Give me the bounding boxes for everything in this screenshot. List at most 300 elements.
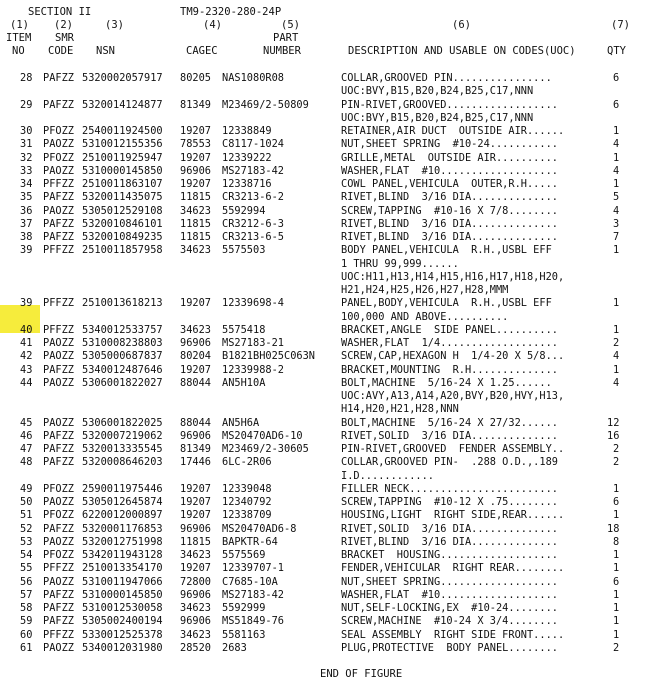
part-number: 5592999 (222, 602, 266, 614)
part-number: B1821BH025C063N (222, 350, 315, 363)
part-number: 12339222 (222, 151, 272, 164)
nsn: 2510011925947 (82, 151, 163, 164)
part-number: 12338709 (222, 509, 272, 522)
description: SEAL ASSEMBLY RIGHT SIDE FRONT..... (341, 628, 565, 641)
cage-code: 34623 (180, 628, 211, 641)
table-row (0, 152, 654, 165)
part-number: BAPKTR-64 (222, 535, 278, 548)
description: SCREW,TAPPING #10-12 X .75........ (341, 496, 558, 508)
part-number: 5575418 (222, 323, 266, 336)
cage-code: 72800 (180, 575, 211, 588)
smr-code: PFOZZ (43, 482, 74, 495)
table-row (0, 417, 654, 430)
table-row (0, 483, 654, 496)
description: COLLAR,GROOVED PIN- .288 O.D.,.189 (341, 456, 558, 469)
smr-code: PFFZZ (43, 297, 74, 310)
qty: 1 (613, 482, 620, 495)
col-head-qty: QTY (607, 45, 626, 57)
qty: 1 (613, 244, 620, 257)
cage-code: 11815 (180, 217, 211, 230)
table-row (0, 297, 654, 323)
item-number: 41 (20, 337, 33, 349)
cage-code: 11815 (180, 231, 211, 243)
part-number: 5575503 (222, 244, 266, 257)
item-number: 38 (20, 231, 33, 243)
col-head-item: ITEM (6, 32, 32, 44)
qty: 4 (613, 350, 620, 363)
qty: 1 (613, 151, 620, 164)
col-head-part: PART (273, 32, 299, 44)
item-number: 56 (20, 575, 33, 588)
nsn: 5310012530058 (82, 602, 163, 614)
nsn: 2510013354170 (82, 562, 163, 575)
table-row (0, 205, 654, 218)
part-number: CR3213-6-5 (222, 231, 284, 243)
part-number: 12339988-2 (222, 363, 284, 376)
description-continuation: UOC:BVY,B15,B20,B24,B25,C17,NNN (341, 111, 534, 124)
description: RIVET,SOLID 3/16 DIA.............. (341, 429, 558, 442)
smr-code: PAFZZ (43, 231, 74, 243)
description: RIVET,BLIND 3/16 DIA.............. (341, 535, 558, 548)
description: BOLT,MACHINE 5/16-24 X 27/32...... (341, 416, 558, 429)
nsn: 5320001176853 (82, 522, 163, 535)
col-num-7: (7) (611, 19, 630, 31)
qty: 1 (613, 178, 620, 190)
qty: 5 (613, 191, 620, 204)
table-row (0, 324, 654, 337)
cage-code: 80204 (180, 350, 211, 363)
smr-code: PAOZZ (43, 575, 74, 588)
item-number: 58 (20, 602, 33, 614)
col-head-description: DESCRIPTION AND USABLE ON CODES(UOC) (348, 45, 576, 57)
table-row (0, 218, 654, 231)
col-head-cagec: CAGEC (186, 45, 218, 57)
description: SCREW,MACHINE #10-24 X 3/4........ (341, 615, 558, 628)
description: COWL PANEL,VEHICULA OUTER,R.H..... (341, 178, 558, 190)
nsn: 5340012487646 (82, 363, 163, 376)
qty: 4 (613, 376, 620, 389)
cage-code: 81349 (180, 98, 211, 111)
item-number: 50 (20, 496, 33, 508)
description-continuation: UOC:AVY,A13,A14,A20,BVY,B20,HVY,H13, (341, 390, 565, 402)
smr-code: PAFZZ (43, 456, 74, 469)
smr-code: PAOZZ (43, 337, 74, 349)
description: PANEL,BODY,VEHICULA R.H.,USBL EFF (341, 297, 552, 310)
qty: 2 (613, 443, 620, 455)
cage-code: 96906 (180, 337, 211, 349)
description-continuation: H14,H20,H21,H28,NNN (341, 403, 459, 416)
item-number: 43 (20, 363, 33, 376)
description: BODY PANEL,VEHICULA R.H.,USBL EFF (341, 244, 552, 257)
cage-code: 78553 (180, 138, 211, 151)
description-continuation: I.D............ (341, 469, 434, 482)
part-number: CR3212-6-3 (222, 217, 284, 230)
nsn: 5340012031980 (82, 641, 163, 654)
smr-code: PAOZZ (43, 641, 74, 654)
table-row (0, 72, 654, 98)
part-number: 5592994 (222, 204, 266, 217)
qty: 4 (613, 164, 620, 177)
smr-code: PAFZZ (43, 615, 74, 628)
description: RIVET,BLIND 3/16 DIA.............. (341, 231, 558, 243)
item-number: 32 (20, 151, 33, 164)
cage-code: 19207 (180, 562, 211, 575)
cage-code: 96906 (180, 522, 211, 535)
qty: 1 (613, 628, 620, 641)
smr-code: PFOZZ (43, 509, 74, 522)
cage-code: 19207 (180, 363, 211, 376)
description: GRILLE,METAL OUTSIDE AIR.......... (341, 151, 558, 164)
item-number: 54 (20, 549, 33, 561)
nsn: 5340012533757 (82, 323, 163, 336)
part-number: CR3213-6-2 (222, 191, 284, 204)
table-row (0, 244, 654, 296)
qty: 1 (613, 615, 620, 628)
table-row (0, 576, 654, 589)
nsn: 5305012645874 (82, 496, 163, 508)
part-number: M23469/2-50809 (222, 98, 309, 111)
cage-code: 28520 (180, 641, 211, 654)
nsn: 5320007219062 (82, 429, 163, 442)
qty: 4 (613, 204, 620, 217)
nsn: 5305012529108 (82, 204, 163, 217)
nsn: 5320014124877 (82, 98, 163, 111)
item-number: 45 (20, 416, 33, 429)
col-num-1: (1) (10, 19, 29, 31)
table-row (0, 523, 654, 536)
qty: 1 (613, 363, 620, 376)
item-number: 55 (20, 562, 33, 575)
part-number: AN5H10A (222, 376, 266, 389)
qty: 3 (613, 217, 620, 230)
description-continuation: UOC:BVY,B15,B20,B24,B25,C17,NNN (341, 85, 534, 98)
qty: 6 (613, 98, 620, 111)
item-number: 44 (20, 376, 33, 389)
cage-code: 34623 (180, 244, 211, 257)
nsn: 5310000145850 (82, 164, 163, 177)
description: RIVET,BLIND 3/16 DIA.............. (341, 191, 558, 204)
description-continuation: 1 THRU 99,999...... (341, 257, 459, 270)
table-row (0, 138, 654, 151)
smr-code: PAOZZ (43, 496, 74, 508)
part-number: C8117-1024 (222, 138, 284, 151)
part-number: 12339707-1 (222, 562, 284, 575)
item-number: 48 (20, 456, 33, 469)
part-number: MS27183-42 (222, 164, 284, 177)
cage-code: 96906 (180, 615, 211, 628)
cage-code: 19207 (180, 482, 211, 495)
col-head-code: CODE (48, 45, 74, 57)
smr-code: PFFZZ (43, 628, 74, 641)
table-row (0, 376, 654, 416)
nsn: 5310008238803 (82, 337, 163, 349)
section-title: SECTION II (28, 6, 92, 18)
part-number: 12338849 (222, 125, 272, 137)
description: PLUG,PROTECTIVE BODY PANEL........ (341, 641, 558, 654)
item-number: 33 (20, 164, 33, 177)
cage-code: 19207 (180, 151, 211, 164)
table-row (0, 443, 654, 456)
part-number: MS27183-21 (222, 337, 284, 349)
table-row (0, 191, 654, 204)
table-row (0, 98, 654, 124)
item-number: 28 (20, 72, 33, 84)
item-number: 29 (20, 98, 33, 111)
description-continuation: H21,H24,H25,H26,H27,H28,MMM (341, 284, 509, 296)
table-row (0, 430, 654, 443)
qty: 1 (613, 297, 620, 310)
smr-code: PAFZZ (43, 72, 74, 84)
qty: 7 (613, 231, 620, 243)
smr-code: PAFZZ (43, 429, 74, 442)
qty: 6 (613, 496, 620, 508)
table-row (0, 509, 654, 522)
smr-code: PAFZZ (43, 363, 74, 376)
description: RIVET,BLIND 3/16 DIA.............. (341, 217, 558, 230)
nsn: 5305000687837 (82, 350, 163, 363)
cage-code: 19207 (180, 178, 211, 190)
smr-code: PFOZZ (43, 151, 74, 164)
description: RIVET,SOLID 3/16 DIA.............. (341, 522, 558, 535)
qty: 1 (613, 323, 620, 336)
col-head-nsn: NSN (96, 45, 115, 57)
item-number: 40 (20, 323, 33, 336)
table-row (0, 165, 654, 178)
description: PIN-RIVET,GROOVED.................. (341, 98, 558, 111)
nsn: 5320010849235 (82, 231, 163, 243)
table-row (0, 178, 654, 191)
nsn: 5310012155356 (82, 138, 163, 151)
description: BRACKET,MOUNTING R.H.............. (341, 363, 558, 376)
item-number: 59 (20, 615, 33, 628)
smr-code: PAFZZ (43, 588, 74, 601)
part-number: 12340792 (222, 496, 272, 508)
item-number: 51 (20, 509, 33, 522)
qty: 18 (607, 522, 620, 535)
smr-code: PAFZZ (43, 98, 74, 111)
table-row (0, 549, 654, 562)
smr-code: PFFZZ (43, 244, 74, 257)
smr-code: PAOZZ (43, 376, 74, 389)
table-row (0, 615, 654, 628)
nsn: 5306001822027 (82, 376, 163, 389)
table-row (0, 337, 654, 350)
item-number: 36 (20, 204, 33, 217)
description-continuation: 100,000 AND ABOVE.......... (341, 310, 509, 323)
smr-code: PAFZZ (43, 522, 74, 535)
col-num-3: (3) (105, 19, 124, 31)
description: FILLER NECK........................ (341, 482, 558, 495)
cage-code: 81349 (180, 443, 211, 455)
cage-code: 19207 (180, 297, 211, 310)
smr-code: PAOZZ (43, 204, 74, 217)
cage-code: 96906 (180, 164, 211, 177)
qty: 1 (613, 125, 620, 137)
qty: 12 (607, 416, 620, 429)
nsn: 5320010846101 (82, 217, 163, 230)
nsn: 2510011857958 (82, 244, 163, 257)
end-of-figure: END OF FIGURE (320, 668, 403, 680)
col-num-6: (6) (452, 19, 471, 31)
description: BRACKET,ANGLE SIDE PANEL.......... (341, 323, 558, 336)
qty: 1 (613, 588, 620, 601)
part-number: 12339698-4 (222, 297, 284, 310)
cage-code: 34623 (180, 204, 211, 217)
nsn: 5305002400194 (82, 615, 163, 628)
part-number: 6LC-2R06 (222, 456, 272, 469)
col-num-5: (5) (281, 19, 300, 31)
smr-code: PFOZZ (43, 125, 74, 137)
cage-code: 19207 (180, 496, 211, 508)
tm-number: TM9-2320-280-24P (180, 6, 282, 18)
part-number: M23469/2-30605 (222, 443, 309, 455)
description: NUT,SELF-LOCKING,EX #10-24........ (341, 602, 558, 614)
part-number: 2683 (222, 641, 247, 654)
item-number: 49 (20, 482, 33, 495)
part-number: 5575569 (222, 549, 266, 561)
nsn: 5306001822025 (82, 416, 163, 429)
cage-code: 34623 (180, 549, 211, 561)
nsn: 2590011975446 (82, 482, 163, 495)
part-number: 12339048 (222, 482, 272, 495)
smr-code: PAOZZ (43, 138, 74, 151)
nsn: 2510013618213 (82, 297, 163, 310)
table-row (0, 589, 654, 602)
part-number: C7685-10A (222, 575, 278, 588)
item-number: 37 (20, 217, 33, 230)
table-row (0, 496, 654, 509)
item-number: 46 (20, 429, 33, 442)
nsn: 2540011924500 (82, 125, 163, 137)
description: PIN-RIVET,GROOVED FENDER ASSEMBLY.. (341, 443, 565, 455)
table-row (0, 364, 654, 377)
cage-code: 96906 (180, 429, 211, 442)
description: FENDER,VEHICULAR RIGHT REAR........ (341, 562, 565, 575)
description: NUT,SHEET SPRING................... (341, 575, 558, 588)
description: BOLT,MACHINE 5/16-24 X 1.25...... (341, 376, 552, 389)
nsn: 5320013335545 (82, 443, 163, 455)
table-row (0, 629, 654, 642)
item-number: 39 (20, 244, 33, 257)
smr-code: PFFZZ (43, 323, 74, 336)
item-number: 53 (20, 535, 33, 548)
qty: 4 (613, 138, 620, 151)
item-number: 39 (20, 297, 33, 310)
part-number: MS20470AD6-8 (222, 522, 297, 535)
part-number: AN5H6A (222, 416, 260, 429)
description: SCREW,TAPPING #10-16 X 7/8........ (341, 204, 558, 217)
nsn: 2510011863107 (82, 178, 163, 190)
description: WASHER,FLAT #10................... (341, 588, 558, 601)
smr-code: PFFZZ (43, 178, 74, 190)
item-number: 35 (20, 191, 33, 204)
cage-code: 11815 (180, 535, 211, 548)
nsn: 6220012000897 (82, 509, 163, 522)
qty: 8 (613, 535, 620, 548)
smr-code: PAOZZ (43, 350, 74, 363)
part-number: MS27183-42 (222, 588, 284, 601)
qty: 2 (613, 337, 620, 349)
nsn: 5320002057917 (82, 72, 163, 84)
item-number: 47 (20, 443, 33, 455)
description: BRACKET HOUSING................... (341, 549, 558, 561)
qty: 1 (613, 549, 620, 561)
description: COLLAR,GROOVED PIN................ (341, 72, 552, 84)
item-number: 42 (20, 350, 33, 363)
nsn: 5342011943128 (82, 549, 163, 561)
qty: 1 (613, 509, 620, 522)
nsn: 5310000145850 (82, 588, 163, 601)
col-head-smr: SMR (55, 32, 74, 44)
item-number: 31 (20, 138, 33, 151)
qty: 16 (607, 429, 620, 442)
nsn: 5310011947066 (82, 575, 163, 588)
part-number: NAS1080R08 (222, 72, 284, 84)
nsn: 5320012751998 (82, 535, 163, 548)
part-number: 5581163 (222, 628, 266, 641)
qty: 1 (613, 562, 620, 575)
cage-code: 34623 (180, 602, 211, 614)
smr-code: PAOZZ (43, 416, 74, 429)
part-number: 12338716 (222, 178, 272, 190)
description: RETAINER,AIR DUCT OUTSIDE AIR...... (341, 125, 565, 137)
item-number: 61 (20, 641, 33, 654)
item-number: 52 (20, 522, 33, 535)
table-row (0, 231, 654, 244)
cage-code: 19207 (180, 509, 211, 522)
table-row (0, 125, 654, 138)
item-number: 57 (20, 588, 33, 601)
table-row (0, 456, 654, 482)
cage-code: 96906 (180, 588, 211, 601)
cage-code: 17446 (180, 456, 211, 469)
item-number: 30 (20, 125, 33, 137)
qty: 1 (613, 602, 620, 614)
table-row (0, 562, 654, 575)
qty: 2 (613, 456, 620, 469)
smr-code: PAOZZ (43, 535, 74, 548)
description: HOUSING,LIGHT RIGHT SIDE,REAR...... (341, 509, 565, 522)
item-number: 60 (20, 628, 33, 641)
description: NUT,SHEET SPRING #10-24........... (341, 138, 558, 151)
part-number: MS51849-76 (222, 615, 284, 628)
nsn: 5330012525378 (82, 628, 163, 641)
description: WASHER,FLAT 1/4................... (341, 337, 558, 349)
smr-code: PAFZZ (43, 217, 74, 230)
smr-code: PAFZZ (43, 443, 74, 455)
description-continuation: UOC:H11,H13,H14,H15,H16,H17,H18,H20, (341, 270, 565, 283)
smr-code: PAOZZ (43, 164, 74, 177)
smr-code: PFFZZ (43, 562, 74, 575)
description: SCREW,CAP,HEXAGON H 1/4-20 X 5/8... (341, 350, 565, 363)
cage-code: 88044 (180, 376, 211, 389)
smr-code: PAFZZ (43, 191, 74, 204)
smr-code: PFOZZ (43, 549, 74, 561)
table-row (0, 536, 654, 549)
cage-code: 88044 (180, 416, 211, 429)
cage-code: 34623 (180, 323, 211, 336)
cage-code: 80205 (180, 72, 211, 84)
nsn: 5320011435075 (82, 191, 163, 204)
table-row (0, 350, 654, 363)
part-number: MS20470AD6-10 (222, 429, 303, 442)
table-row (0, 602, 654, 615)
qty: 6 (613, 72, 620, 84)
col-head-number: NUMBER (263, 45, 301, 57)
col-num-4: (4) (203, 19, 222, 31)
table-row (0, 642, 654, 655)
col-head-no: NO (12, 45, 25, 57)
